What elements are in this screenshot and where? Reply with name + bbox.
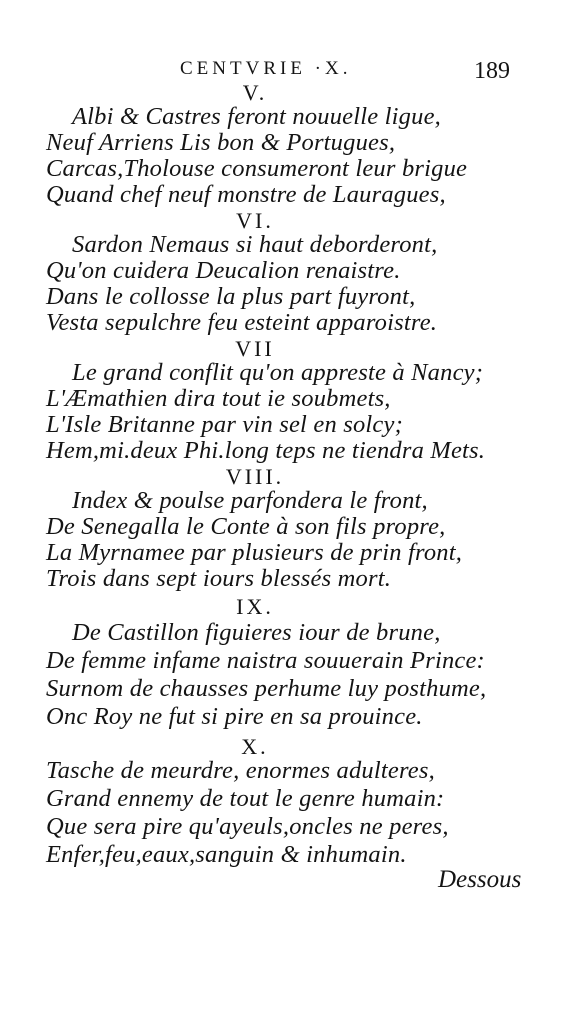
verse-line: Dans le collosse la plus part fuyront, [46, 283, 416, 310]
verse-line: La Myrnamee par plusieurs de prin front, [46, 539, 463, 566]
verse-line: Sardon Nemaus si haut deborderont, [72, 231, 438, 258]
verse-line: Que sera pire qu'ayeuls,oncles ne peres, [46, 813, 449, 840]
verse-line: Albi & Castres feront nouuelle ligue, [72, 103, 441, 130]
catchword: Dessous [438, 866, 522, 893]
verse-line: Quand chef neuf monstre de Lauragues, [46, 181, 446, 208]
verse-line: De femme infame naistra souuerain Prince: [46, 647, 485, 674]
verse-line: L'Isle Britanne par vin sel en solcy; [46, 411, 403, 438]
verse-line: Qu'on cuidera Deucalion renaistre. [46, 257, 401, 284]
verse-line: Hem,mi.deux Phi.long teps ne tiendra Mets. [46, 437, 486, 464]
verse-line: Index & poulse parfondera le front, [72, 487, 428, 514]
verse-line: Onc Roy ne fut si pire en sa prouince. [46, 703, 423, 730]
verse-line: Neuf Arriens Lis bon & Portugues, [46, 129, 396, 156]
page-number: 189 [474, 58, 510, 84]
quatrain-number: VII [235, 336, 275, 361]
quatrain-number: IX. [236, 594, 274, 619]
verse-line: Tasche de meurdre, enormes adulteres, [46, 757, 435, 784]
verse-line: De Senegalla le Conte à son fils propre, [46, 513, 446, 540]
quatrain-number: VI. [236, 208, 274, 233]
verse-line: Vesta sepulchre feu esteint apparoistre. [46, 309, 438, 336]
verse-line: Le grand conflit qu'on appreste à Nancy; [72, 359, 484, 386]
verse-line: L'Æmathien dira tout ie soubmets, [46, 385, 391, 412]
verse-line: Enfer,feu,eaux,sanguin & inhumain. [46, 841, 407, 868]
verse-line: De Castillon figuieres iour de brune, [72, 619, 441, 646]
verse-line: Surnom de chausses perhume luy posthume, [46, 675, 487, 702]
running-title: CENTVRIE ·X. [180, 58, 352, 79]
quatrain-number: V. [242, 80, 268, 105]
quatrain-number: VIII. [225, 464, 285, 489]
quatrain-number: X. [241, 734, 269, 759]
verse-line: Carcas,Tholouse consumeront leur brigue [46, 155, 468, 182]
verse-line: Trois dans sept iours blessés mort. [46, 565, 392, 592]
verse-line: Grand ennemy de tout le genre humain: [46, 785, 445, 812]
